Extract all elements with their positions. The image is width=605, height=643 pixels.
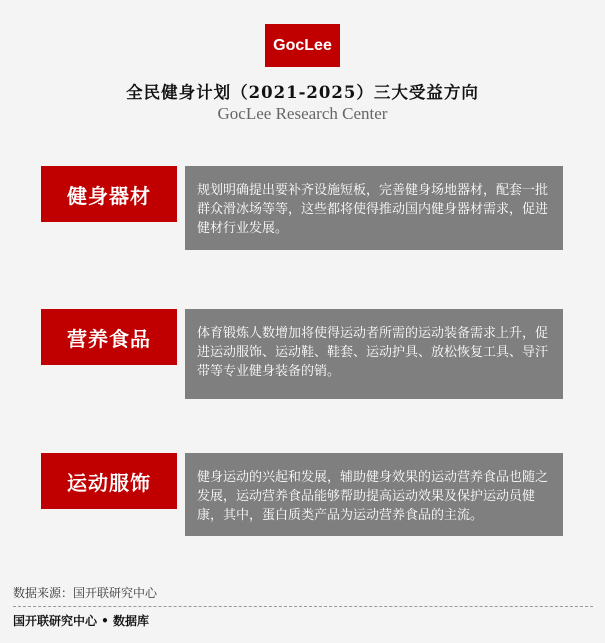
page-subtitle: GocLee Research Center (217, 104, 388, 123)
page-title: 全民健身计划（2021-2025）三大受益方向 (126, 83, 479, 102)
section-text-equipment: 规划明确提出要补齐设施短板，完善健身场地器材，配套一批群众滑冰场等等，这些都将使得推动国内健身器材需求，促进健材行业发展。 (185, 166, 563, 250)
section-label-equipment: 健身器材 (41, 166, 177, 222)
section-label-apparel: 运动服饰 (41, 453, 177, 509)
section-text-apparel: 健身运动的兴起和发展，辅助健身效果的运动营养食品也随之发展，运动营养食品能够帮助提高运动效果及保护运动员健康，其中，蛋白质类产品为运动营养食品的主流。 (185, 453, 563, 536)
section-label-nutrition: 营养食品 (41, 309, 177, 365)
footer-divider (13, 606, 593, 607)
footer-credit: 国开联研究中心 • 数据库 (13, 614, 150, 628)
data-source: 数据来源：国开联研究中心 (13, 586, 158, 600)
goclee-logo: GocLee (265, 24, 340, 67)
section-text-nutrition: 体育锻炼人数增加将使得运动者所需的运动装备需求上升，促进运动服饰、运动鞋、鞋套、运动护具、放松恢复工具、导汗带等专业健身装备的销。 (185, 309, 563, 399)
